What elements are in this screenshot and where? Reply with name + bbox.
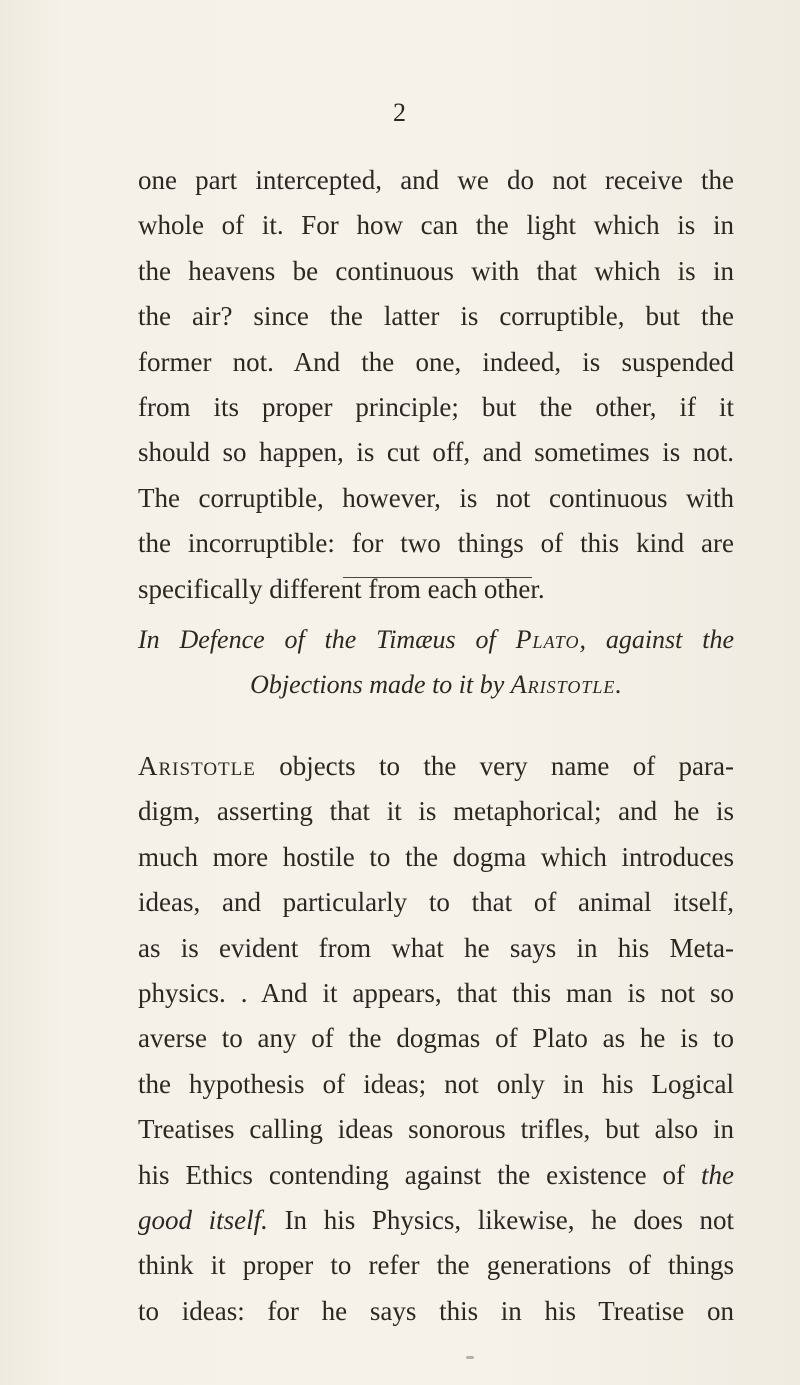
text-line: averse to any of the dogmas of Plato as he is to: [138, 1023, 734, 1054]
heading-text: Objections made to it by: [250, 670, 511, 699]
text-line: the air? since the latter is corruptible, but the: [138, 301, 734, 332]
text-span: objects to the very name of para-: [255, 751, 734, 781]
text-line: to ideas: for he says this in his Treatise on: [138, 1295, 734, 1326]
section-divider-rule: [343, 577, 532, 578]
text-line: one part intercepted, and we do not receive the: [138, 165, 734, 195]
heading-text: In Defence of the Timæus of: [138, 625, 516, 654]
text-line: much more hostile to the dogma which introduces: [138, 841, 734, 872]
text-line: physics. . And it appears, that this man is not so: [138, 977, 734, 1008]
text-line: former not. And the one, indeed, is suspended: [138, 346, 734, 377]
italic-text: good itself.: [138, 1204, 268, 1235]
text-line: ideas, and particularly to that of animal itself,: [138, 887, 734, 918]
heading-name-plato: Plato: [515, 625, 580, 654]
text-line: the hypothesis of ideas; not only in his Logical: [138, 1068, 734, 1099]
name-aristotle: Aristotle: [138, 751, 256, 781]
italic-text: the: [701, 1159, 734, 1190]
heading-name-aristotle: Aristotle: [510, 670, 616, 699]
heading-text: , against the: [579, 625, 734, 654]
text-line: think it proper to refer the generations of things: [138, 1250, 734, 1281]
text-line: Treatises calling ideas sonorous trifles, but also in: [138, 1114, 734, 1145]
page-number: 2: [393, 98, 407, 127]
text-line: [138, 744, 734, 789]
text-line: digm, asserting that it is metaphorical; and he is: [138, 796, 734, 827]
text-line: [138, 1153, 734, 1198]
text-span: his Ethics contending against the existence of: [138, 1159, 701, 1190]
text-line: [138, 1198, 734, 1243]
paragraph-intercepted-light: [138, 158, 734, 612]
text-span: In his Physics, likewise, he does not: [267, 1204, 734, 1235]
heading-text: .: [615, 670, 622, 699]
text-line: whole of it. For how can the light which is in: [138, 210, 734, 241]
text-line: specifically different from each other.: [138, 573, 545, 604]
text-line: as is evident from what he says in his Meta-: [138, 932, 734, 963]
heading-line-2: [138, 662, 734, 707]
section-heading: [138, 617, 734, 707]
text-line: The corruptible, however, is not continuous with: [138, 482, 734, 513]
paragraph-aristotle-objections: [138, 744, 734, 1334]
text-line: should so happen, is cut off, and sometimes is not.: [138, 437, 734, 468]
text-line: the incorruptible: for two things of this kind are: [138, 528, 734, 559]
text-line: the heavens be continuous with that which is in: [138, 255, 734, 286]
heading-line-1: [138, 617, 734, 662]
text-line: from its proper principle; but the other, if it: [138, 391, 734, 422]
ink-mark: [466, 1356, 474, 1359]
